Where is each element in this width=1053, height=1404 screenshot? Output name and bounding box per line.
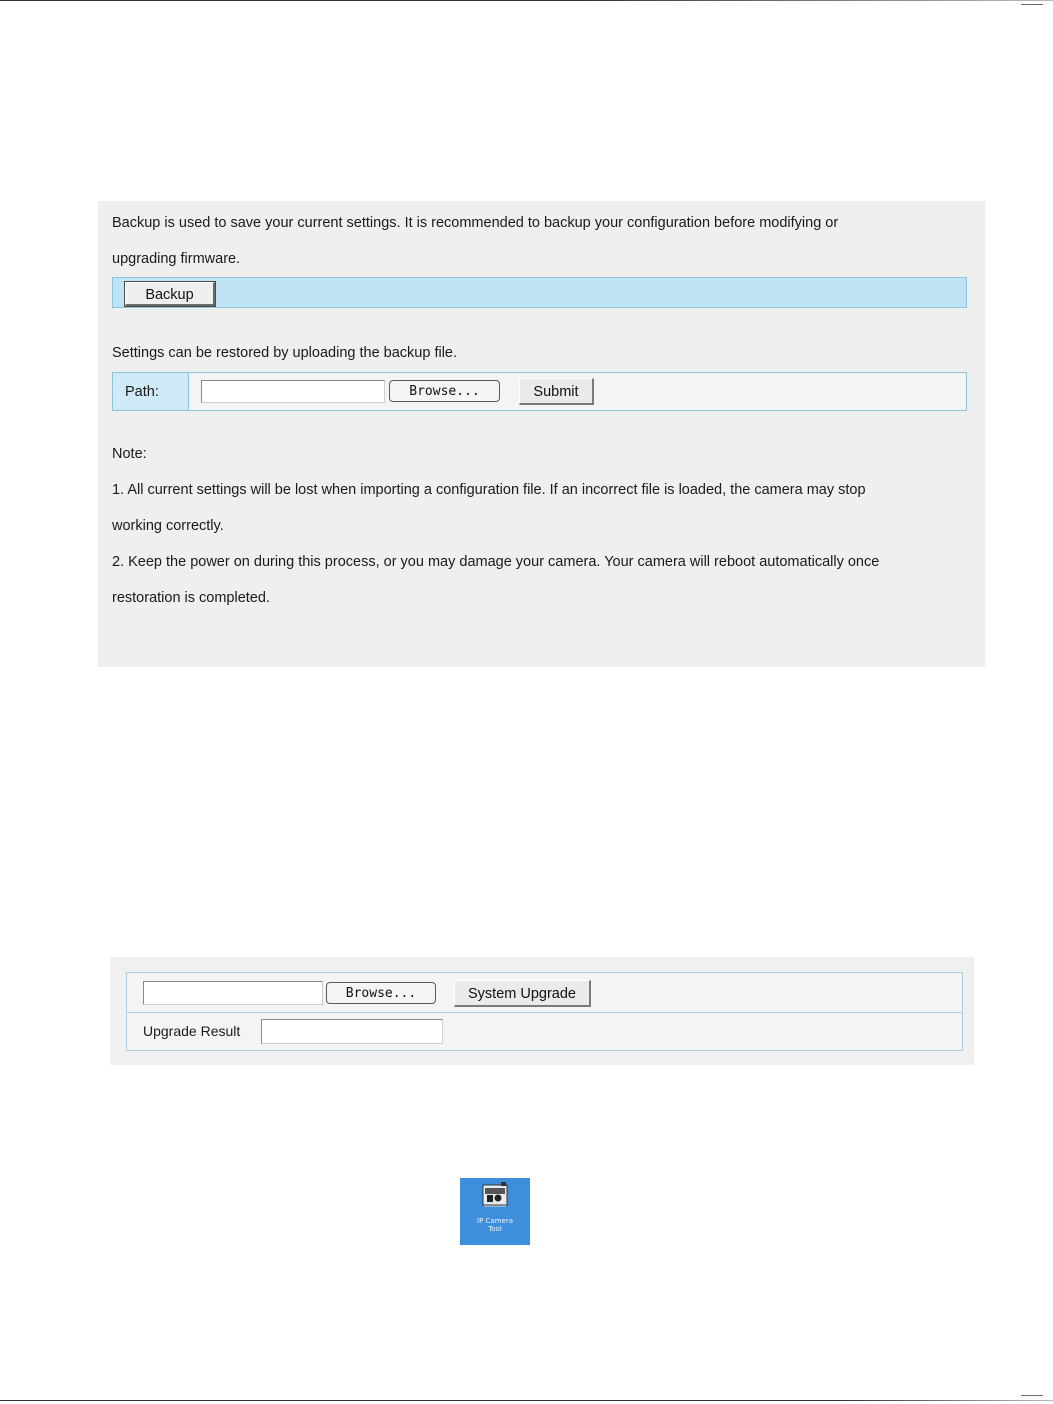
backup-intro-line2: upgrading firmware. [112, 251, 241, 267]
bottom-rule [0, 1400, 1053, 1401]
upgrade-frame [126, 972, 963, 1051]
shortcut-label: IP Camera Tool [477, 1217, 513, 1233]
ip-camera-tool-shortcut[interactable] [460, 1178, 530, 1245]
restore-path-row [112, 372, 967, 411]
backup-restore-panel [98, 201, 985, 667]
backup-intro-line1: Backup is used to save your current settings. It is recommended to backup your configuration before modifying or [112, 215, 839, 231]
system-upgrade-panel [110, 957, 974, 1065]
upgrade-file-input[interactable] [143, 981, 323, 1005]
backup-button[interactable]: Backup [125, 282, 215, 306]
path-label-cell [113, 373, 189, 410]
note1-line2: working correctly. [112, 518, 224, 534]
note-title: Note: [112, 446, 147, 462]
restore-path-input[interactable] [201, 380, 385, 403]
restore-browse-button[interactable]: Browse... [389, 380, 500, 402]
top-rule [0, 0, 1053, 1]
upgrade-browse-button[interactable]: Browse... [326, 982, 436, 1004]
restore-description: Settings can be restored by uploading the backup file. [112, 345, 458, 361]
system-upgrade-button[interactable]: System Upgrade [454, 980, 591, 1007]
note1-line1: 1. All current settings will be lost when importing a configuration file. If an incorrect file is loaded, the camera may stop [112, 482, 866, 498]
note2-line1: 2. Keep the power on during this process, or you may damage your camera. Your camera will reboot automatically once [112, 554, 880, 570]
bottom-rule-tick [1021, 1395, 1043, 1396]
path-label: Path: [125, 384, 159, 400]
camera-tool-icon [460, 1178, 530, 1218]
restore-submit-button[interactable]: Submit [519, 378, 594, 405]
top-rule-tick [1021, 4, 1043, 5]
note2-line2: restoration is completed. [112, 590, 270, 606]
upgrade-result-field [261, 1019, 443, 1044]
upgrade-divider [127, 1012, 962, 1013]
upgrade-result-label: Upgrade Result [143, 1023, 241, 1039]
backup-bar [112, 277, 967, 308]
